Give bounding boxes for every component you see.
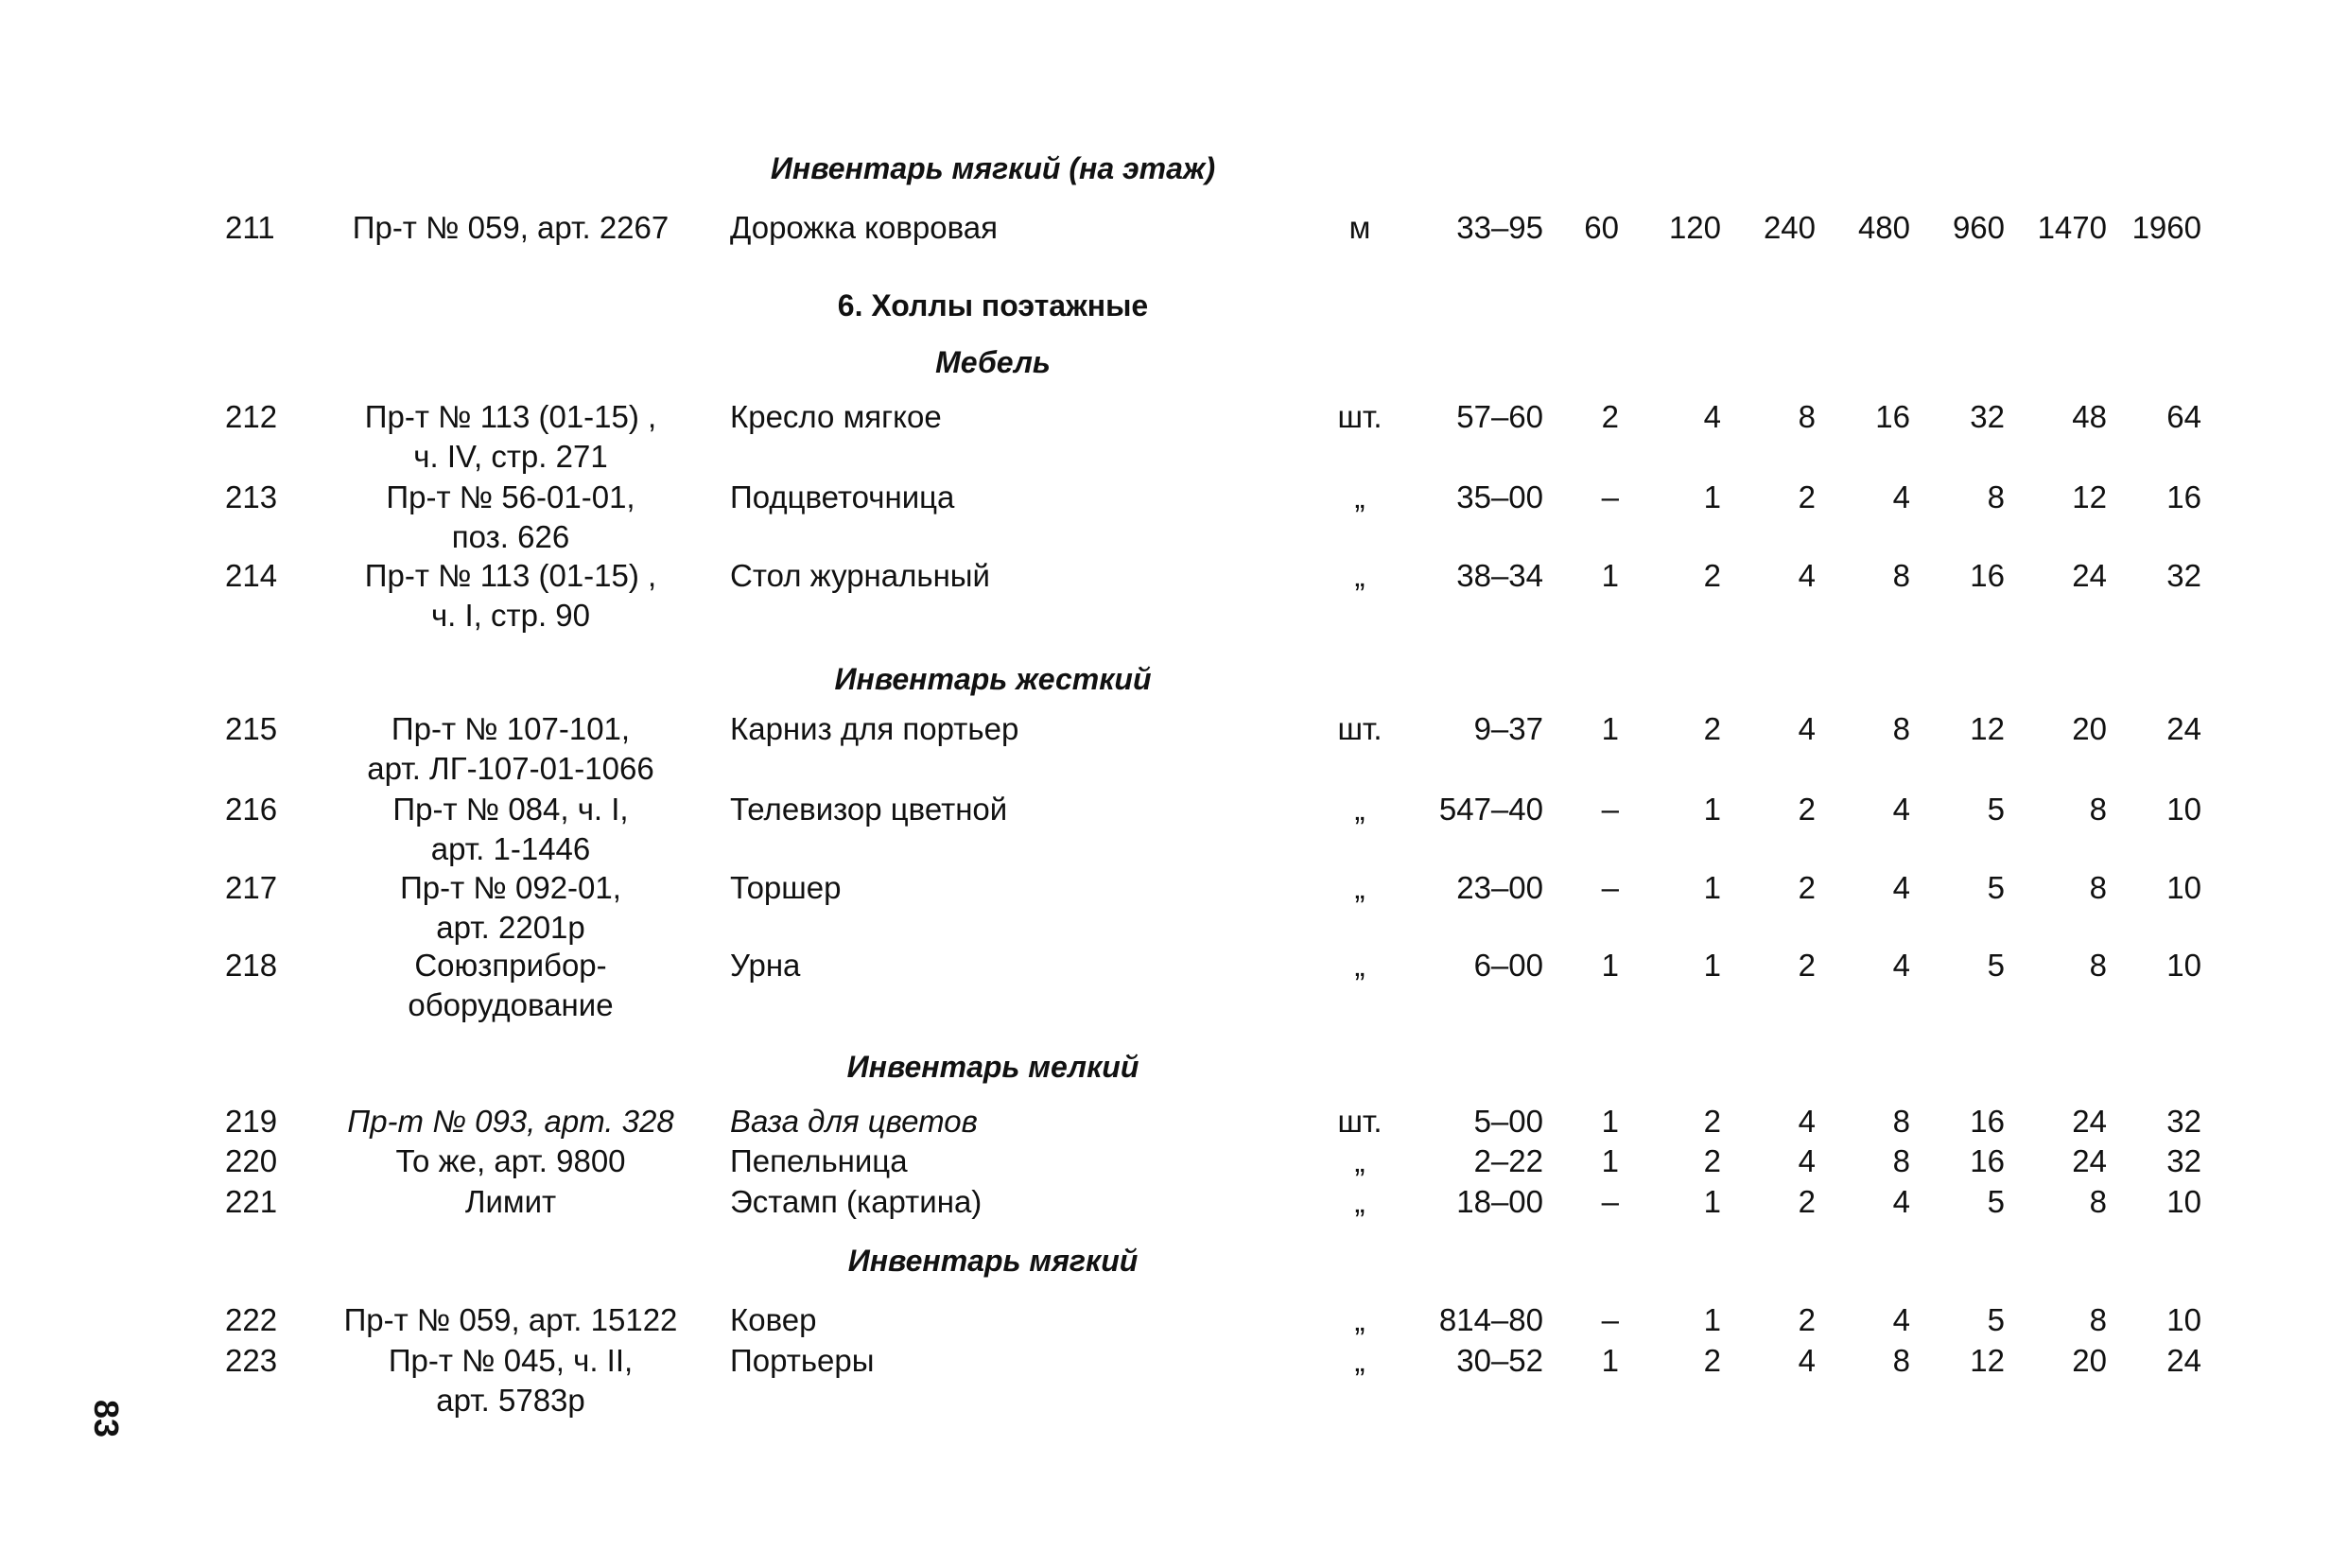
subsection-heading: Инвентарь мелкий	[846, 1050, 1139, 1084]
quantity-cell: 4	[1798, 558, 1816, 593]
quantity-cell: 8	[1798, 399, 1816, 434]
item-name: Торшер	[730, 870, 842, 905]
quantity-cell: 24	[2072, 1143, 2107, 1178]
unit-of-measure: „	[1354, 558, 1365, 593]
row-number: 221	[225, 1184, 278, 1219]
quantity-cell: 4	[1892, 479, 1910, 514]
unit-price: 18–00	[1456, 1184, 1543, 1219]
quantity-cell: 120	[1668, 210, 1721, 245]
quantity-cell: 8	[1892, 1343, 1910, 1378]
section-heading: 6. Холлы поэтажные	[837, 288, 1149, 322]
source-reference-line: ч. IV, стр. 271	[413, 439, 608, 474]
quantity-cell: 2	[1703, 1143, 1721, 1178]
item-name: Карниз для портьер	[730, 711, 1019, 746]
quantity-cell: 4	[1798, 1104, 1816, 1139]
unit-price: 57–60	[1456, 399, 1543, 434]
quantity-cell: –	[1601, 870, 1619, 905]
source-reference-line: Лимит	[464, 1184, 557, 1219]
quantity-cell: 8	[1892, 1104, 1910, 1139]
quantity-cell: 2	[1798, 948, 1816, 983]
quantity-cell: 4	[1892, 1184, 1910, 1219]
quantity-cell: 5	[1987, 1184, 2005, 1219]
row-number: 213	[225, 479, 278, 514]
item-name: Стол журнальный	[730, 558, 990, 593]
quantity-cell: 4	[1892, 1302, 1910, 1337]
quantity-cell: 8	[2089, 1184, 2107, 1219]
source-reference-line: Союзприбор-	[414, 948, 607, 983]
quantity-cell: 2	[1703, 1104, 1721, 1139]
quantity-cell: 24	[2166, 1343, 2201, 1378]
quantity-cell: 1	[1703, 1184, 1721, 1219]
quantity-cell: 5	[1987, 792, 2005, 827]
quantity-cell: 4	[1892, 870, 1910, 905]
item-name: Ваза для цветов	[730, 1104, 978, 1139]
subsection-heading: Инвентарь мягкий	[847, 1244, 1139, 1278]
quantity-cell: 8	[2089, 948, 2107, 983]
quantity-cell: 480	[1857, 210, 1910, 245]
source-reference-line: Пр-т № 045, ч. II,	[388, 1343, 634, 1378]
source-reference-line: арт. 5783р	[436, 1383, 585, 1418]
quantity-cell: 12	[2072, 479, 2107, 514]
source-reference-line: арт. 2201р	[436, 910, 585, 945]
quantity-cell: 1	[1703, 948, 1721, 983]
row-number: 219	[225, 1104, 278, 1139]
quantity-cell: 24	[2072, 1104, 2107, 1139]
quantity-cell: 8	[2089, 870, 2107, 905]
quantity-cell: 4	[1892, 948, 1910, 983]
quantity-cell: 10	[2166, 792, 2201, 827]
quantity-cell: 2	[1798, 479, 1816, 514]
quantity-cell: 1	[1601, 948, 1619, 983]
item-name: Дорожка ковровая	[730, 210, 998, 245]
unit-of-measure: шт.	[1337, 399, 1383, 434]
quantity-cell: 1	[1703, 792, 1721, 827]
unit-of-measure: „	[1354, 1184, 1365, 1219]
row-number: 222	[225, 1302, 278, 1337]
unit-of-measure: шт.	[1337, 711, 1383, 746]
source-reference-line: Пр-т № 093, арт. 328	[347, 1104, 674, 1139]
quantity-cell: 8	[2089, 1302, 2107, 1337]
quantity-cell: 32	[1970, 399, 2005, 434]
quantity-cell: 2	[1703, 558, 1721, 593]
unit-of-measure: „	[1354, 870, 1365, 905]
source-reference-line: Пр-т № 092-01,	[400, 870, 621, 905]
unit-price: 9–37	[1473, 711, 1543, 746]
source-reference-line: оборудование	[408, 987, 614, 1022]
quantity-cell: 60	[1584, 210, 1619, 245]
source-reference-line: Пр-т № 107-101,	[391, 711, 631, 746]
quantity-cell: –	[1601, 479, 1619, 514]
quantity-cell: 2	[1798, 870, 1816, 905]
item-name: Подцветочница	[730, 479, 955, 514]
quantity-cell: –	[1601, 1302, 1619, 1337]
item-name: Пепельница	[730, 1143, 908, 1178]
page-number: 83	[87, 1400, 126, 1438]
quantity-cell: 4	[1798, 1143, 1816, 1178]
unit-of-measure: „	[1354, 1143, 1365, 1178]
row-number: 212	[225, 399, 278, 434]
quantity-cell: 5	[1987, 870, 2005, 905]
quantity-cell: 1	[1601, 1143, 1619, 1178]
quantity-cell: 16	[1970, 1143, 2005, 1178]
unit-price: 5–00	[1473, 1104, 1543, 1139]
quantity-cell: 16	[1875, 399, 1910, 434]
unit-price: 23–00	[1456, 870, 1543, 905]
row-number: 223	[225, 1343, 278, 1378]
row-number: 215	[225, 711, 278, 746]
unit-price: 6–00	[1473, 948, 1543, 983]
row-number: 220	[225, 1143, 278, 1178]
quantity-cell: 8	[1987, 479, 2005, 514]
quantity-cell: 20	[2072, 711, 2107, 746]
unit-price: 2–22	[1473, 1143, 1543, 1178]
subsection-heading: Мебель	[935, 345, 1051, 379]
source-reference-line: Пр-т № 113 (01-15) ,	[364, 399, 657, 434]
quantity-cell: 4	[1798, 1343, 1816, 1378]
quantity-cell: 24	[2072, 558, 2107, 593]
quantity-cell: 10	[2166, 948, 2201, 983]
quantity-cell: 16	[1970, 1104, 2005, 1139]
unit-price: 547–40	[1438, 792, 1543, 827]
quantity-cell: 1	[1601, 711, 1619, 746]
quantity-cell: 1	[1601, 558, 1619, 593]
quantity-cell: 8	[2089, 792, 2107, 827]
quantity-cell: 1	[1703, 479, 1721, 514]
quantity-cell: 10	[2166, 1184, 2201, 1219]
unit-of-measure: „	[1354, 1302, 1365, 1337]
item-name: Эстамп (картина)	[730, 1184, 983, 1219]
source-reference-line: Пр-т № 113 (01-15) ,	[364, 558, 657, 593]
quantity-cell: 1	[1703, 870, 1721, 905]
quantity-cell: 8	[1892, 558, 1910, 593]
quantity-cell: 5	[1987, 948, 2005, 983]
quantity-cell: 2	[1703, 711, 1721, 746]
source-reference-line: Пр-т № 56-01-01,	[386, 479, 635, 514]
quantity-cell: 24	[2166, 711, 2201, 746]
item-name: Ковер	[730, 1302, 817, 1337]
unit-of-measure: „	[1354, 1343, 1365, 1378]
quantity-cell: 1	[1601, 1343, 1619, 1378]
quantity-cell: 240	[1763, 210, 1816, 245]
quantity-cell: 32	[2166, 1143, 2201, 1178]
quantity-cell: 2	[1601, 399, 1619, 434]
quantity-cell: 4	[1798, 711, 1816, 746]
quantity-cell: 960	[1952, 210, 2005, 245]
quantity-cell: 10	[2166, 870, 2201, 905]
source-reference-line: арт. 1-1446	[430, 831, 591, 866]
quantity-cell: 2	[1798, 1184, 1816, 1219]
item-name: Урна	[730, 948, 801, 983]
unit-price: 814–80	[1438, 1302, 1543, 1337]
item-name: Портьеры	[730, 1343, 875, 1378]
row-number: 214	[225, 558, 278, 593]
source-reference-line: Пр-т № 059, арт. 15122	[343, 1302, 678, 1337]
item-name: Кресло мягкое	[730, 399, 942, 434]
quantity-cell: 2	[1703, 1343, 1721, 1378]
unit-price: 30–52	[1456, 1343, 1543, 1378]
quantity-cell: 16	[2166, 479, 2201, 514]
quantity-cell: 16	[1970, 558, 2005, 593]
quantity-cell: 32	[2166, 558, 2201, 593]
quantity-cell: 2	[1798, 1302, 1816, 1337]
source-reference-line: ч. I, стр. 90	[430, 598, 591, 633]
quantity-cell: 12	[1970, 711, 2005, 746]
quantity-cell: 48	[2072, 399, 2107, 434]
row-number: 218	[225, 948, 278, 983]
quantity-cell: 64	[2166, 399, 2201, 434]
source-reference-line: Пр-т № 084, ч. I,	[392, 792, 629, 827]
quantity-cell: 12	[1970, 1343, 2005, 1378]
source-reference-line: То же, арт. 9800	[395, 1143, 626, 1178]
subsection-heading: Инвентарь мягкий (на этаж)	[770, 151, 1216, 185]
quantity-cell: 4	[1892, 792, 1910, 827]
quantity-cell: 1960	[2131, 210, 2201, 245]
row-number: 216	[225, 792, 278, 827]
quantity-cell: 32	[2166, 1104, 2201, 1139]
quantity-cell: –	[1601, 792, 1619, 827]
unit-price: 33–95	[1456, 210, 1543, 245]
subsection-heading: Инвентарь жесткий	[834, 662, 1152, 696]
quantity-cell: 8	[1892, 711, 1910, 746]
unit-of-measure: шт.	[1337, 1104, 1383, 1139]
quantity-cell: 5	[1987, 1302, 2005, 1337]
quantity-cell: 1470	[2037, 210, 2107, 245]
quantity-cell: 10	[2166, 1302, 2201, 1337]
unit-of-measure: „	[1354, 479, 1365, 514]
item-name: Телевизор цветной	[730, 792, 1008, 827]
unit-of-measure: „	[1354, 792, 1365, 827]
unit-of-measure: м	[1348, 210, 1371, 245]
source-reference-line: арт. ЛГ-107-01-1066	[367, 751, 654, 786]
source-reference-line: поз. 626	[451, 519, 570, 554]
source-reference-line: Пр-т № 059, арт. 2267	[352, 210, 670, 245]
quantity-cell: 8	[1892, 1143, 1910, 1178]
quantity-cell: 1	[1703, 1302, 1721, 1337]
unit-price: 35–00	[1456, 479, 1543, 514]
unit-of-measure: „	[1354, 948, 1365, 983]
quantity-cell: 1	[1601, 1104, 1619, 1139]
quantity-cell: 20	[2072, 1343, 2107, 1378]
row-number: 211	[225, 210, 275, 245]
quantity-cell: 2	[1798, 792, 1816, 827]
quantity-cell: –	[1601, 1184, 1619, 1219]
row-number: 217	[225, 870, 278, 905]
unit-price: 38–34	[1456, 558, 1543, 593]
quantity-cell: 4	[1703, 399, 1721, 434]
